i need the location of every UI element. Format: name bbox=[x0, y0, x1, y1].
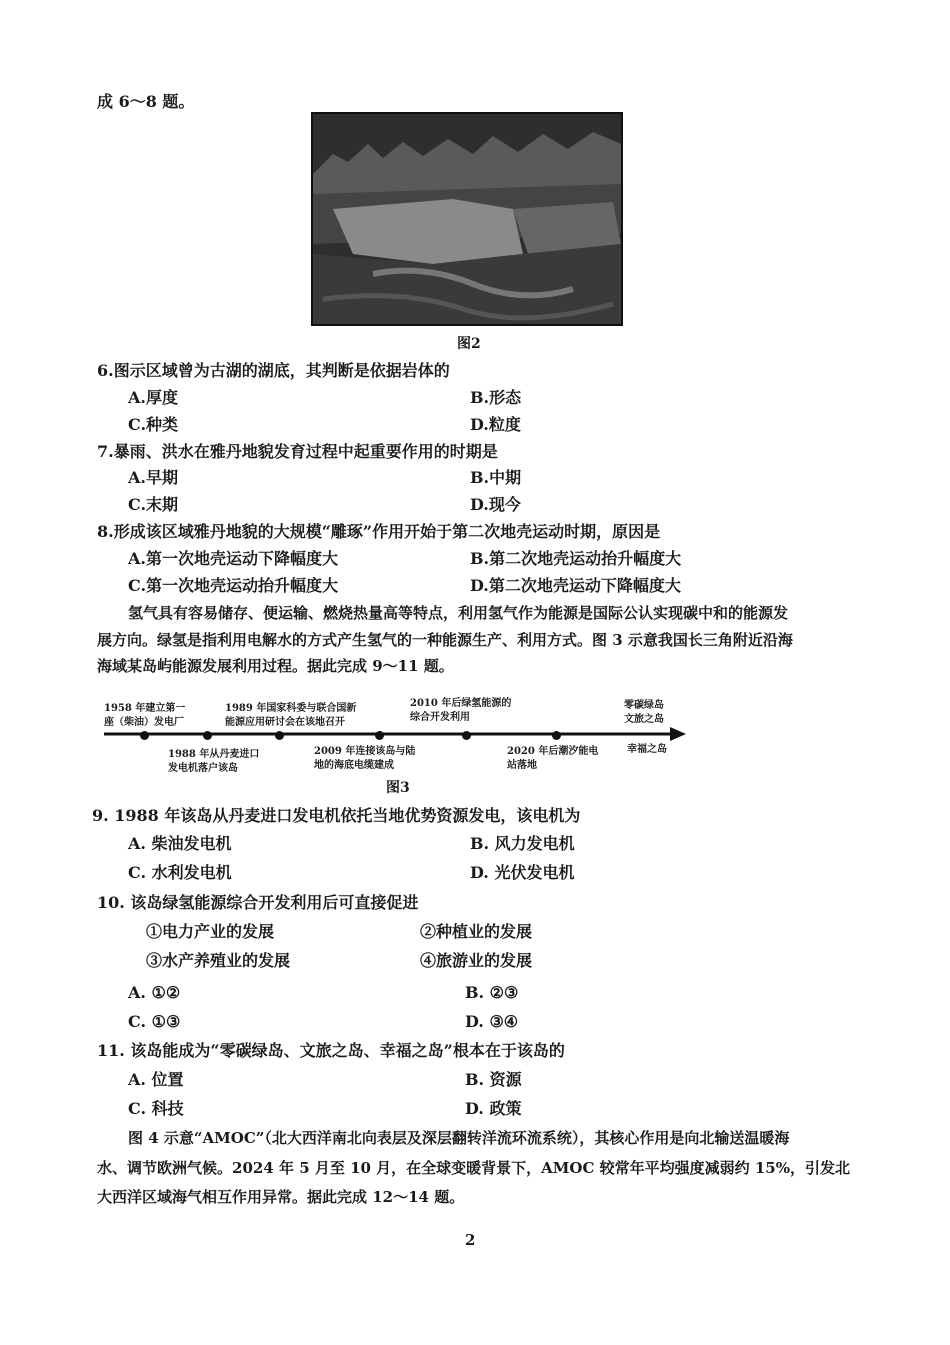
q6-option-a: A.厚度 bbox=[128, 388, 178, 407]
q7-option-d: D.现今 bbox=[470, 495, 521, 514]
q6-option-b: B.形态 bbox=[470, 388, 522, 407]
q6-option-c: C.种类 bbox=[128, 415, 179, 434]
q10-option-c: C. ①③ bbox=[128, 1012, 181, 1031]
timeline-event-1988: 1988 年从丹麦进口 发电机落户该岛 bbox=[168, 749, 260, 774]
timeline-node bbox=[140, 731, 149, 740]
q11-option-d: D. 政策 bbox=[465, 1099, 522, 1118]
passage2-line3: 海域某岛屿能源发展利用过程。据此完成 9～11 题。 bbox=[97, 657, 454, 675]
q8-option-d: D.第二次地壳运动下降幅度大 bbox=[470, 576, 681, 595]
q10-option-b: B. ②③ bbox=[465, 983, 519, 1002]
timeline-node bbox=[462, 731, 471, 740]
timeline-node bbox=[375, 731, 384, 740]
q8-option-b: B.第二次地壳运动抬升幅度大 bbox=[470, 549, 682, 568]
q10-option-a: A. ①② bbox=[128, 983, 181, 1002]
q9-option-d: D. 光伏发电机 bbox=[470, 863, 575, 882]
timeline-node bbox=[203, 731, 212, 740]
passage3-line3: 大西洋区域海气相互作用异常。据此完成 12～14 题。 bbox=[97, 1188, 465, 1206]
q6-stem: 6.图示区域曾为古湖的湖底，其判断是依据岩体的 bbox=[97, 361, 450, 380]
timeline-event-1989: 1989 年国家科委与联合国新 能源应用研讨会在该地召开 bbox=[225, 703, 357, 728]
q10-item-4: ④旅游业的发展 bbox=[420, 951, 533, 970]
yardang-landscape-image bbox=[313, 114, 621, 324]
timeline-event-happy-island: 幸福之岛 bbox=[627, 744, 667, 755]
q10-item-1: ①电力产业的发展 bbox=[146, 922, 275, 941]
q10-stem: 10. 该岛绿氢能源综合开发利用后可直接促进 bbox=[97, 893, 419, 912]
q11-option-a: A. 位置 bbox=[128, 1070, 184, 1089]
timeline-node bbox=[552, 731, 561, 740]
timeline-event-2020: 2020 年后潮汐能电 站落地 bbox=[507, 746, 599, 771]
q11-stem: 11. 该岛能成为“零碳绿岛、文旅之岛、幸福之岛”根本在于该岛的 bbox=[97, 1041, 565, 1060]
q11-option-c: C. 科技 bbox=[128, 1099, 184, 1118]
q6-option-d: D.粒度 bbox=[470, 415, 521, 434]
timeline-event-zero-carbon: 零碳绿岛 文旅之岛 bbox=[624, 700, 664, 725]
q9-stem: 9. 1988 年该岛从丹麦进口发电机依托当地优势资源发电，该电机为 bbox=[92, 806, 581, 825]
q10-option-d: D. ③④ bbox=[465, 1012, 519, 1031]
q7-stem: 7.暴雨、洪水在雅丹地貌发育过程中起重要作用的时期是 bbox=[97, 442, 498, 461]
timeline-node bbox=[275, 731, 284, 740]
figure2-caption: 图2 bbox=[457, 336, 481, 352]
passage3-line2: 水、调节欧洲气候。2024 年 5 月至 10 月，在全球变暖背景下，AMOC 较常年平均强度减弱约 15%，引发北 bbox=[97, 1159, 850, 1177]
q8-option-c: C.第一次地壳运动抬升幅度大 bbox=[128, 576, 339, 595]
q7-option-a: A.早期 bbox=[128, 468, 178, 487]
q9-option-b: B. 风力发电机 bbox=[470, 834, 575, 853]
q8-option-a: A.第一次地壳运动下降幅度大 bbox=[128, 549, 338, 568]
q9-option-a: A. 柴油发电机 bbox=[128, 834, 232, 853]
page-number: 2 bbox=[465, 1231, 476, 1249]
q10-item-2: ②种植业的发展 bbox=[420, 922, 533, 941]
timeline-arrow bbox=[104, 727, 686, 741]
timeline-event-2009: 2009 年连接该岛与陆 地的海底电缆建成 bbox=[314, 746, 416, 771]
intro-tail: 成 6～8 题。 bbox=[97, 92, 195, 111]
q7-option-c: C.末期 bbox=[128, 495, 179, 514]
timeline-event-2010: 2010 年后绿氢能源的 综合开发利用 bbox=[410, 698, 512, 723]
passage2-line1: 氢气具有容易储存、便运输、燃烧热量高等特点，利用氢气作为能源是国际公认实现碳中和的能源发 bbox=[128, 604, 789, 622]
timeline-event-1958: 1958 年建立第一 座（柴油）发电厂 bbox=[104, 703, 186, 728]
figure3-caption: 图3 bbox=[386, 780, 410, 796]
passage3-line1: 图 4 示意“AMOC”（北大西洋南北向表层及深层翻转洋流环流系统），其核心作用是向北输送温暖海 bbox=[128, 1129, 790, 1147]
passage2-line2: 展方向。绿氢是指利用电解水的方式产生氢气的一种能源生产、利用方式。图 3 示意我国长三角附近沿海 bbox=[97, 631, 793, 649]
q10-item-3: ③水产养殖业的发展 bbox=[146, 951, 291, 970]
q11-option-b: B. 资源 bbox=[465, 1070, 522, 1089]
yardang-photo bbox=[311, 112, 623, 326]
q9-option-c: C. 水利发电机 bbox=[128, 863, 232, 882]
q8-stem: 8.形成该区域雅丹地貌的大规模“雕琢”作用开始于第二次地壳运动时期，原因是 bbox=[97, 522, 661, 541]
q7-option-b: B.中期 bbox=[470, 468, 522, 487]
